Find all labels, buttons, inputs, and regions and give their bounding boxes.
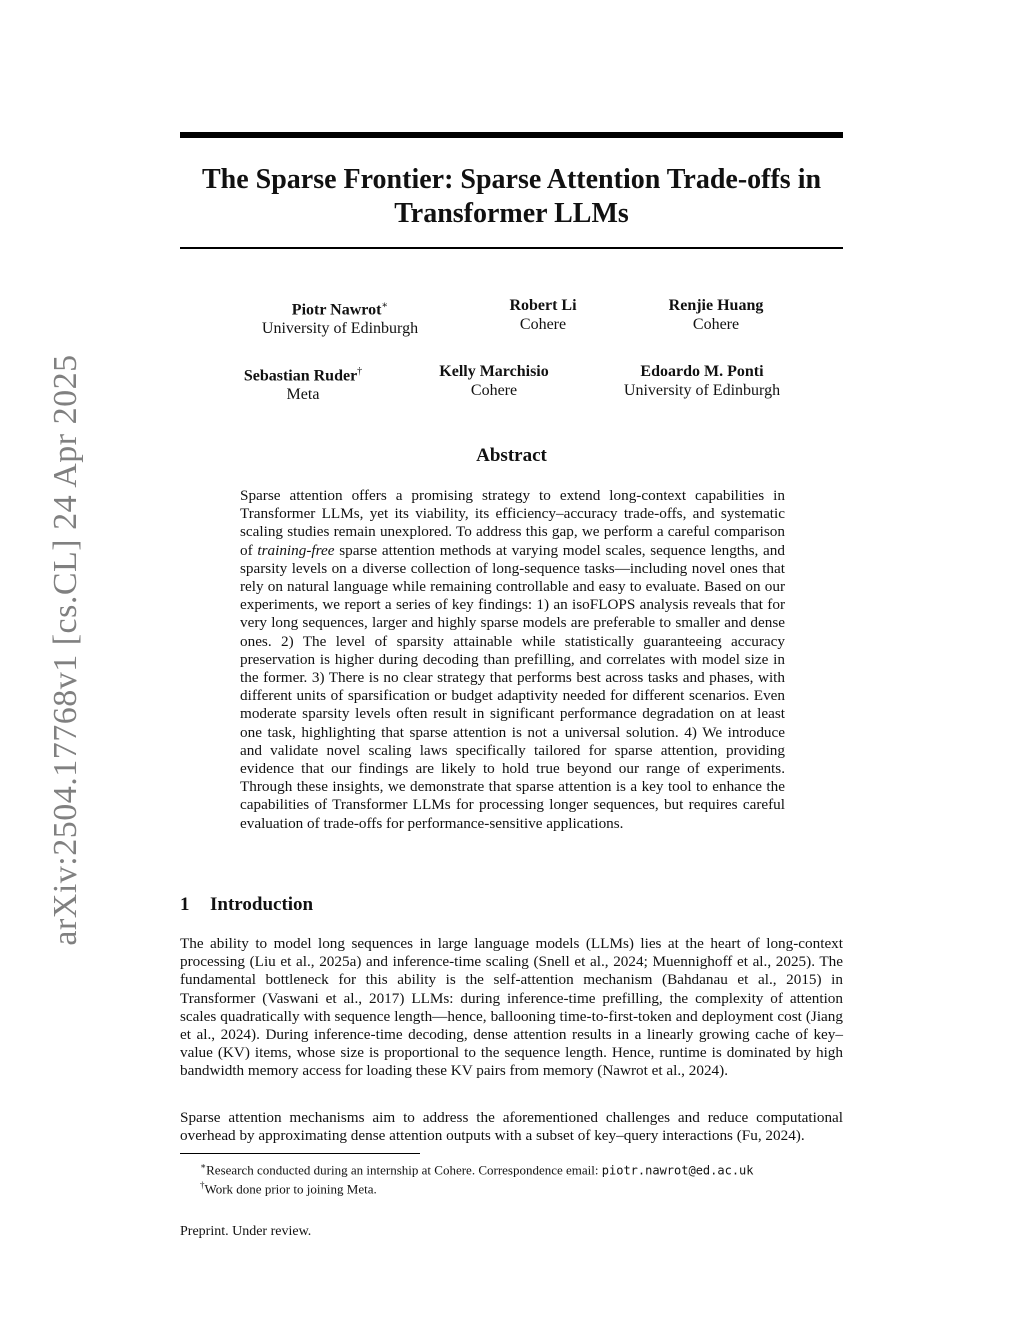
intro-paragraph: The ability to model long sequences in large language models (LLMs) lies at the heart of long-context processing (Liu et al., 2025a) and inference-time scaling (Snell et al., 2024; Muennighoff et al., 2025). The fundamental bottleneck for this ability is the self-attention mechanism (Bahdanau et al., 2015) in Transformer (Vaswani et al., 2017) LLMs: during inference-time prefilling, the complexity of attention scales quadratically with sequence length—hence, ballooning time-to-first-token and deployment cost (Jiang et al., 2024). During inference-time decoding, dense attention results in a linearly growing cache of key–value (KV) items, whose size is proportional to the sequence length. Hence, runtime is dominated by high bandwidth memory access for loading these KV pairs from memory (Nawrot et al., 2024).: [180, 935, 843, 1080]
author-affiliation: Cohere: [470, 382, 518, 399]
author-block: [262, 296, 418, 338]
author-block: [509, 296, 576, 334]
footnote-email: piotr.nawrot@ed.ac.uk: [601, 1163, 754, 1178]
author-mark: ∗: [381, 300, 389, 311]
author-name: Renjie Huang: [668, 297, 764, 314]
author-affiliation: Cohere: [692, 316, 740, 333]
abstract-emphasis: training-free: [257, 541, 335, 559]
section-number: 1: [180, 894, 190, 915]
abstract-text-before: Sparse attention offers a promising strategy to extend long-context capabilities in Transformer LLMs, yet its viability, its efficiency–accuracy trade-offs, and systematic scaling studies remain unexplored. To address this gap, we perform a careful comparison of: [240, 487, 785, 559]
author-name: Kelly Marchisio: [439, 363, 549, 380]
abstract-heading: Abstract: [476, 445, 547, 466]
author-affiliation: Cohere: [519, 316, 567, 333]
abstract-body: [240, 487, 785, 833]
section-heading: [180, 894, 313, 916]
author-block: [439, 362, 548, 400]
section-title: Introduction: [210, 894, 314, 915]
title-bottom-rule: [180, 247, 843, 249]
author-block: [244, 362, 362, 404]
author-affiliation: University of Edinburgh: [261, 320, 419, 338]
author-name: Piotr Nawrot: [291, 301, 382, 319]
intro-paragraph: Sparse attention mechanisms aim to address the aforementioned challenges and reduce computational overhead by approximating dense attention outputs with a subset of key–query interactions (Fu, 2024).: [180, 1109, 843, 1145]
author-affiliation: Meta: [286, 386, 320, 404]
author-block: [669, 296, 764, 334]
footnote-mark: †: [200, 1180, 205, 1190]
author-name: Sebastian Ruder: [243, 367, 358, 385]
footnote-text: Work done prior to joining Meta.: [204, 1181, 377, 1197]
author-name: Robert Li: [509, 297, 577, 314]
footnote-rule: [180, 1153, 420, 1154]
footer-note: Preprint. Under review.: [180, 1224, 312, 1239]
author-mark: †: [357, 366, 363, 377]
author-name: Edoardo M. Ponti: [640, 363, 764, 380]
footnote-text: Research conducted during an internship at Cohere. Correspondence email:: [206, 1162, 602, 1178]
footnote: [200, 1158, 754, 1178]
abstract-text-after: sparse attention methods at varying model scales, sequence lengths, and sparsity levels on a diverse collection of long-sequence tasks—including novel ones that rely on natural language while remaining controllable and easy to evaluate. Based on our experiments, we report a series of key findings: 1) an isoFLOPS analysis reveals that for very long sequences, larger and highly sparse models are preferable to smaller and dense ones. 2) The level of sparsity attainable while statistically guaranteeing accuracy preservation is higher during decoding than prefilling, and correlates with model size in the former. 3) There is no clear strategy that performs best across tasks and phases, with different units of sparsification or budget adaptivity needed for different scenarios. Even moderate sparsity levels often result in significant performance degradation on at least one task, highlighting that sparse attention is not a universal solution. 4) We introduce and validate novel scaling laws specifically tailored for sparse attention, providing evidence that our findings are likely to hold true beyond our range of experiments. Through these insights, we demonstrate that sparse attention is a key tool to enhance the capabilities of Transformer LLMs for processing longer sequences, but requires careful evaluation of trade-offs for performance-sensitive applications.: [240, 541, 785, 832]
footnote-mark: ∗: [200, 1161, 207, 1171]
paper-title: The Sparse Frontier: Sparse Attention Trade-offs in Transformer LLMs: [201, 164, 822, 229]
author-block: [624, 362, 780, 400]
arxiv-identifier: arXiv:2504.17768v1 [cs.CL] 24 Apr 2025: [47, 354, 84, 946]
footnote: [200, 1177, 377, 1197]
author-affiliation: University of Edinburgh: [623, 382, 781, 399]
title-top-rule: [180, 132, 843, 138]
